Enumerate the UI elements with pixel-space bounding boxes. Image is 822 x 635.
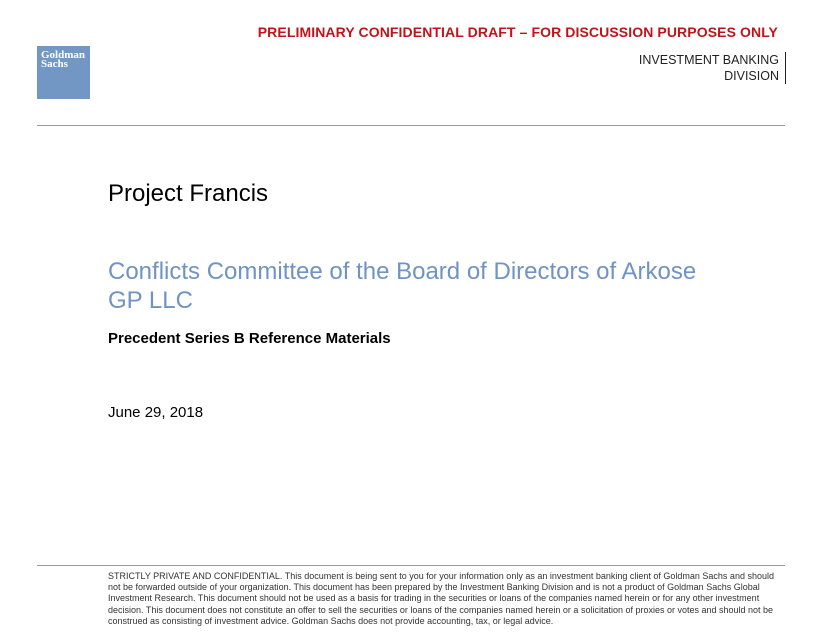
document-subtitle: Precedent Series B Reference Materials	[108, 330, 391, 347]
division-label-line1: INVESTMENT BANKING	[638, 53, 779, 67]
committee-title	[108, 257, 768, 315]
confidentiality-disclaimer: STRICTLY PRIVATE AND CONFIDENTIAL. This document is being sent to you for your information only as an investment banking client of Goldman Sachs and should not be forwarded outside of your organization. This document has been prepared by the Investment Banking Division and is not a product of Goldman Sachs Global Investment Research. This document should not be used as a basis for trading in the securities or loans of the companies named herein or for any other investment decision. This document does not constitute an offer to sell the securities or loans of the companies named herein or a solicitation of proxies or votes and should not be construed as consisting of investment advice. Goldman Sachs does not provide accounting, tax, or legal advice.	[108, 571, 774, 626]
division-label	[639, 52, 786, 84]
division-label-line2: DIVISION	[724, 69, 779, 83]
draft-banner: PRELIMINARY CONFIDENTIAL DRAFT – FOR DISCUSSION PURPOSES ONLY	[257, 24, 778, 40]
logo-text-line1: Goldman	[41, 49, 86, 61]
header-divider	[37, 125, 785, 126]
committee-title-line1: Conflicts Committee of the Board of Directors of Arkose	[108, 258, 697, 285]
document-date: June 29, 2018	[108, 404, 204, 421]
committee-title-line2: GP LLC	[108, 287, 193, 314]
project-title: Project Francis	[108, 180, 269, 207]
goldman-sachs-logo	[37, 46, 90, 99]
logo-text-line2: Sachs	[41, 58, 68, 70]
footer-divider	[37, 565, 785, 566]
